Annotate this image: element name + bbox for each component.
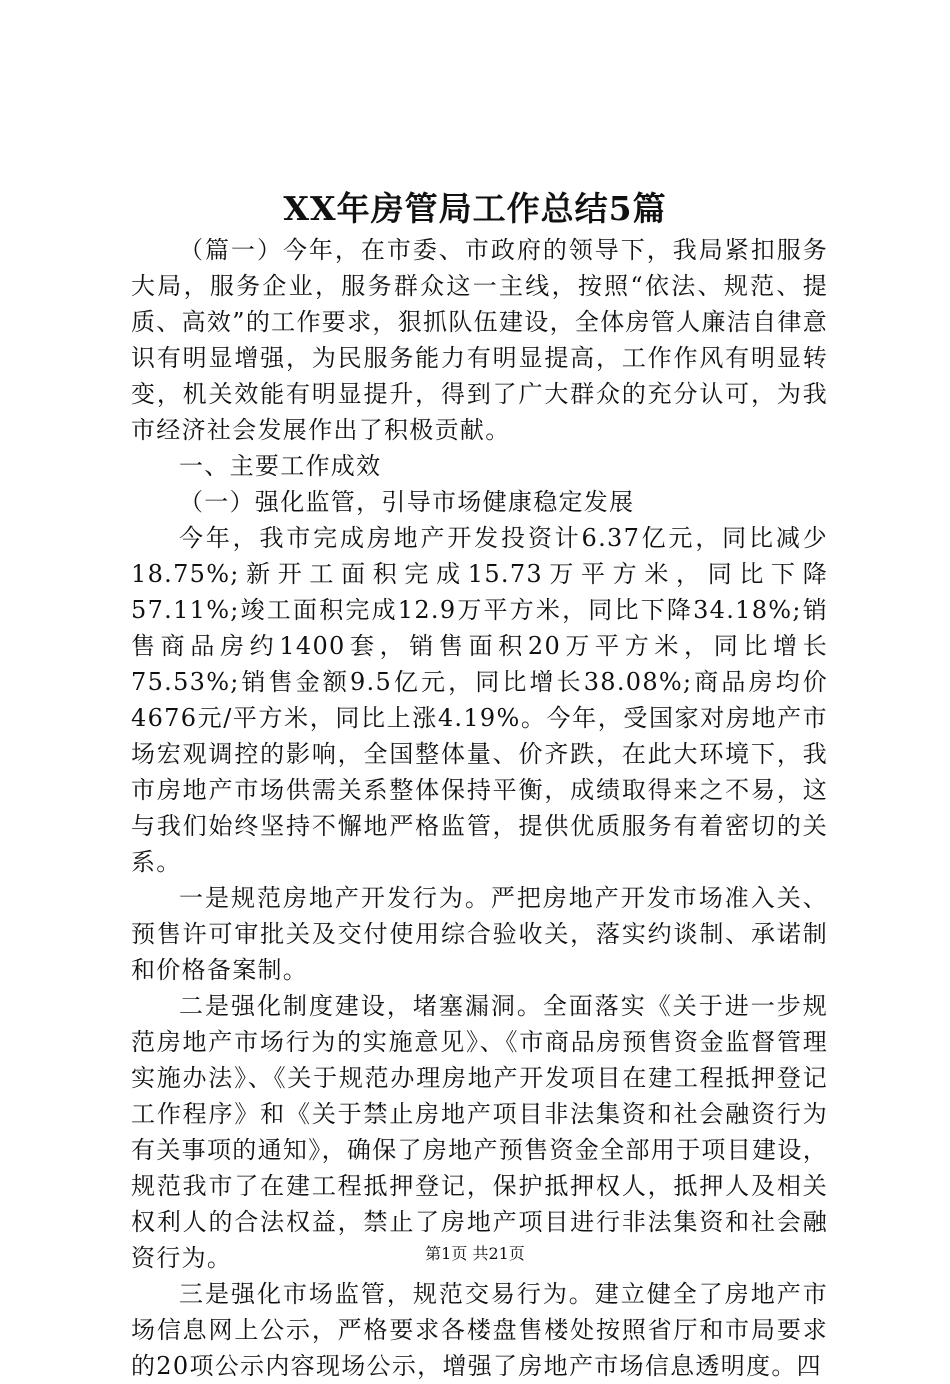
paragraph-item-2: 二是强化制度建设，堵塞漏洞。全面落实《关于进一步规范房地产市场行为的实施意见》、《市商品房预售资金监督管理实施办法》、《关于规范办理房地产开发项目在建工程抵押登记工作程序》和《关于禁止房地产项目非法集资和社会融资行为有关事项的通知》，确保了房地产预售资金全部用于项目建设，规范我市了在建工程抵押登记，保护抵押权人，抵押人及相关权利人的合法权益，禁止了房地产项目进行非法集资和社会融资行为。 — [131, 992, 828, 1272]
page-footer: 第1页 共21页 — [425, 1244, 525, 1263]
document-title: XX年房管局工作总结5篇 — [283, 189, 667, 228]
paragraph-intro: （篇一）今年，在市委、市政府的领导下，我局紧扣服务大局，服务企业，服务群众这一主线，按照“依法、规范、提质、高效”的工作要求，狠抓队伍建设，全体房管人廉洁自律意识有明显增强，为民服务能力有明显提高，工作作风有明显转变，机关效能有明显提升，得到了广大群众的充分认可，为我市经济社会发展作出了积极贡献。 — [131, 236, 828, 444]
paragraph-item-1: 一是规范房地产开发行为。严把房地产开发市场准入关、预售许可审批关及交付使用综合验收关，落实约谈制、承诺制和价格备案制。 — [131, 884, 828, 984]
paragraph-item-3: 三是强化市场监管，规范交易行为。建立健全了房地产市场信息网上公示，严格要求各楼盘售楼处按照省厅和市局要求的20项公示内容现场公示，增强了房地产市场信息透明度。四 — [131, 1280, 828, 1380]
section-heading: 一、主要工作成效 — [179, 452, 382, 480]
paragraph-statistics: 今年，我市完成房地产开发投资计6.37亿元，同比减少18.75%;新开工面积完成15.73万平方米，同比下降57.11%;竣工面积完成12.9万平方米，同比下降34.18%;销售商品房约1400套，销售面积20万平方米，同比增长75.53%;销售金额9.5亿元，同比增长38.08%;商品房均价4676元/平方米，同比上涨4.19%。今年，受国家对房地产市场宏观调控的影响，全国整体量、价齐跌，在此大环境下，我市房地产市场供需关系整体保持平衡，成绩取得来之不易，这与我们始终坚持不懈地严格监管，提供优质服务有着密切的关系。 — [131, 524, 828, 876]
document-body — [131, 232, 828, 1384]
subsection-heading: （一）强化监管，引导市场健康稳定发展 — [179, 488, 635, 516]
